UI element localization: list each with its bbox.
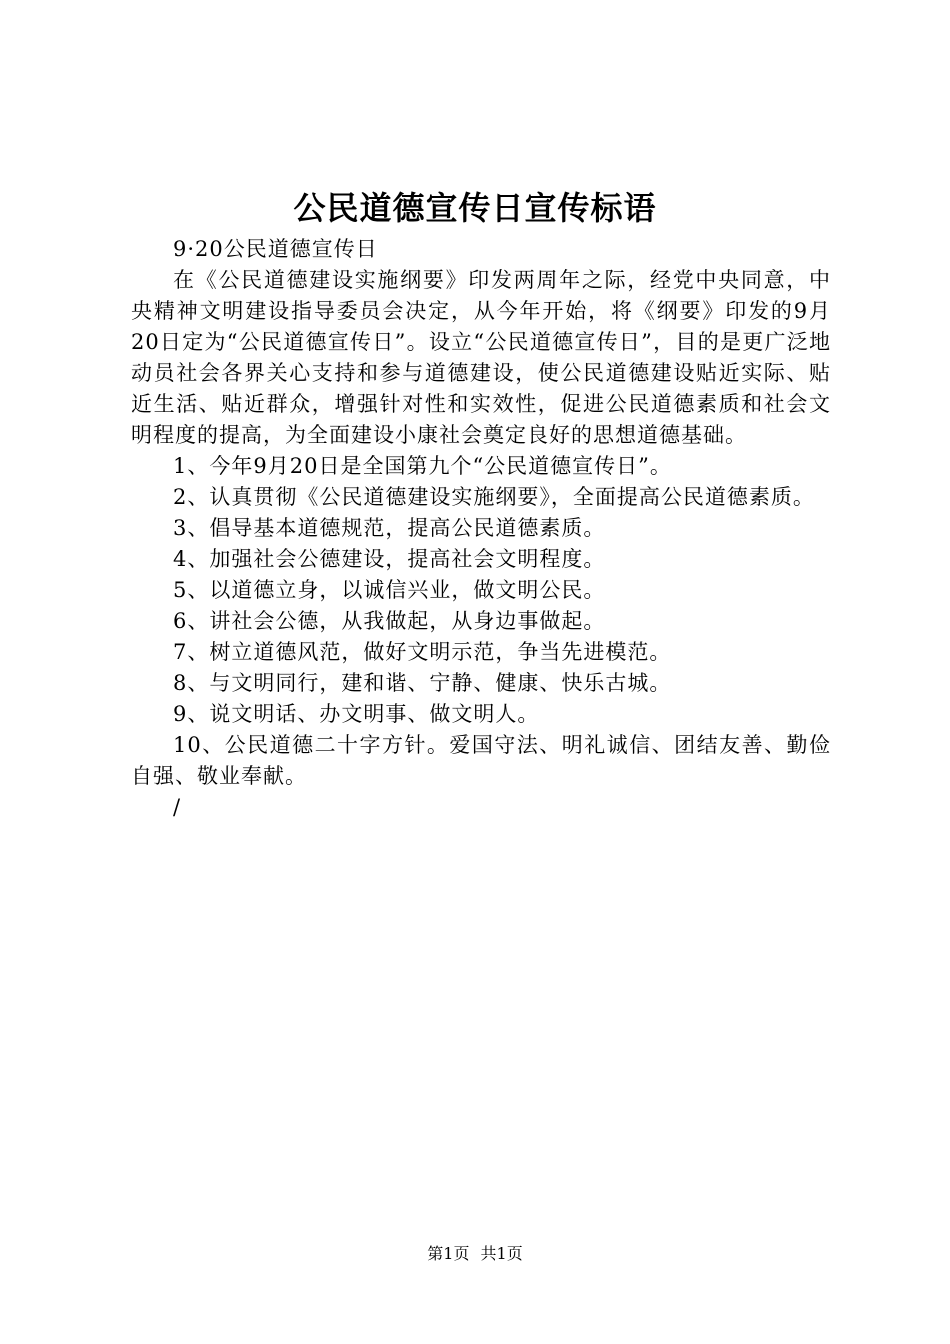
slogan-item: 4、加强社会公德建设，提高社会文明程度。 [173, 547, 606, 571]
trailing-mark: / [173, 795, 182, 819]
slogan-item: 9、说文明话、办文明事、做文明人。 [173, 702, 540, 726]
slogan-item: 5、以道德立身，以诚信兴业，做文明公民。 [173, 578, 606, 602]
slogan-item: 2、认真贯彻《公民道德建设实施纲要》，全面提高公民道德素质。 [173, 485, 815, 509]
slogan-item: 7、树立道德风范，做好文明示范，争当先进模范。 [173, 640, 672, 664]
slogan-item: 1、今年9月20日是全国第九个“公民道德宣传日”。 [173, 454, 672, 478]
page-title: 公民道德宣传日宣传标语 [293, 189, 657, 227]
subhead: 9·20公民道德宣传日 [173, 237, 378, 261]
slogan-item: 8、与文明同行，建和谐、宁静、健康、快乐古城。 [173, 671, 672, 695]
slogan-item: 10、公民道德二十字方针。爱国守法、明礼诚信、团结友善、勤俭自强、敬业奉献。 [131, 733, 831, 788]
slogan-item: 6、讲社会公德，从我做起，从身边事做起。 [173, 609, 606, 633]
intro-paragraph: 在《公民道德建设实施纲要》印发两周年之际，经党中央同意，中央精神文明建设指导委员会决定，从今年开始，将《纲要》印发的9月20日定为“公民道德宣传日”。设立“公民道德宣传日”，目的是更广泛地动员社会各界关心支持和参与道德建设，使公民道德建设贴近实际、贴近生活、贴近群众，增强针对性和实效性，促进公民道德素质和社会文明程度的提高，为全面建设小康社会奠定良好的思想道德基础。 [131, 268, 831, 447]
page-total: 共1页 [480, 1244, 523, 1263]
page-number: 第1页 [427, 1244, 470, 1263]
page-footer [0, 1243, 950, 1265]
slogan-item: 3、倡导基本道德规范，提高公民道德素质。 [173, 516, 606, 540]
document-body [131, 234, 831, 823]
